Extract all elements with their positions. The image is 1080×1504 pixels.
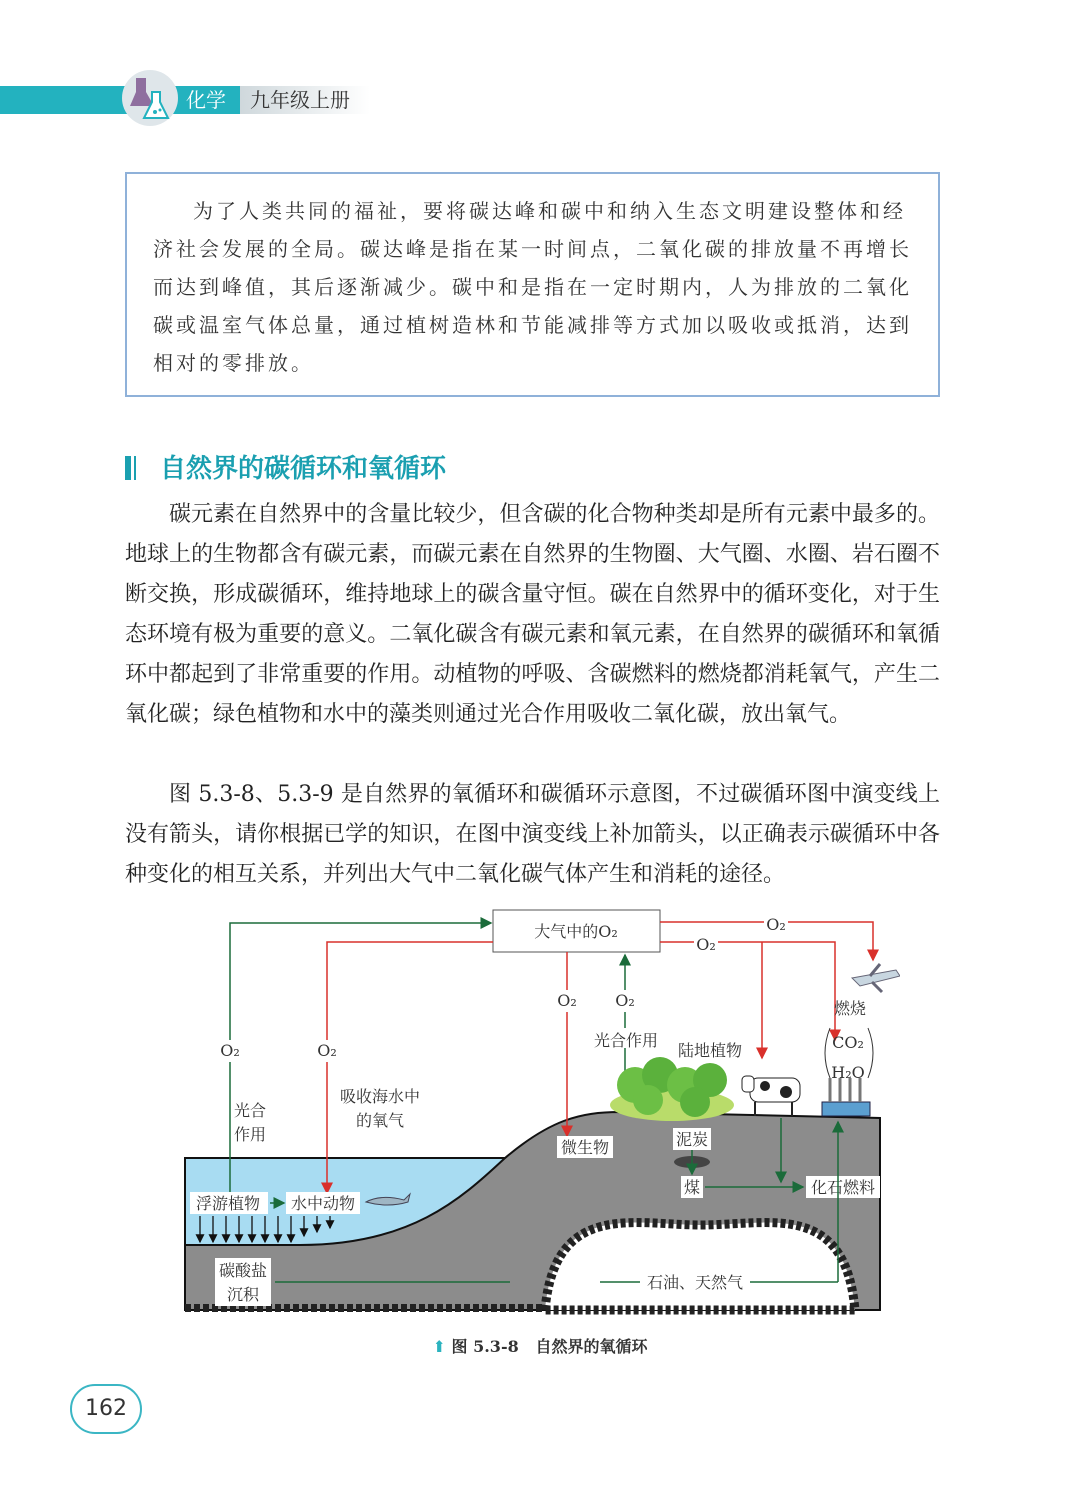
co2-label: CO₂ — [832, 1033, 864, 1052]
flask-icon — [122, 70, 178, 126]
photosynthesis-label: 作用 — [233, 1125, 267, 1144]
oxygen-cycle-diagram — [180, 900, 900, 1330]
coal-label: 煤 — [683, 1178, 701, 1197]
paragraph: 图 5.3-8、5.3-9 是自然界的氧循环和碳循环示意图，不过碳循环图中演变线上没有箭头，请你根据已学的知识，在图中演变线上补加箭头，以正确表示碳循环中各种变化的相互关系，并列出大气中二氧化碳气体产生和消耗的途径。 — [125, 782, 940, 887]
h2o-label: H₂O — [831, 1063, 865, 1082]
photosynthesis-label: 光合 — [233, 1101, 267, 1120]
o2-label: O₂ — [557, 991, 577, 1010]
section-marker-thin — [134, 456, 136, 480]
oil-gas-label: 石油、天然气 — [646, 1273, 744, 1292]
peat-label: 泥炭 — [675, 1130, 709, 1149]
fossil-fuel-label: 化石燃料 — [810, 1178, 876, 1197]
microbes-label: 微生物 — [560, 1138, 610, 1157]
factory-illustration — [822, 1078, 870, 1116]
caption-label: 图 5.3-8 — [451, 1337, 519, 1356]
trees-illustration — [610, 1057, 734, 1121]
land-plants-label: 陆地植物 — [677, 1041, 743, 1060]
callout-box: 为了人类共同的福祉，要将碳达峰和碳中和纳入生态文明建设整体和经济社会发展的全局。碳达峰是指在某一时间点，二氧化碳的排放量不再增长而达到峰值，其后逐渐减少。碳中和是指在一定时期内，人为排放的二氧化碳或温室气体总量，通过植树造林和节能减排等方式加以吸收或抵消，达到相对的零排放。 — [125, 172, 940, 397]
paragraph: 碳元素在自然界中的含量比较少，但含碳的化合物种类却是所有元素中最多的。地球上的生物都含有碳元素，而碳元素在自然界的生物圈、大气圈、水圈、岩石圈不断交换，形成碳循环，维持地球上的碳含量守恒。碳在自然界中的循环变化，对于生态环境有极为重要的意义。二氧化碳含有碳元素和氧元素，在自然界的碳循环和氧循环中都起到了非常重要的作用。动植物的呼吸、含碳燃料的燃烧都消耗氧气，产生二氧化碳；绿色植物和水中的藻类则通过光合作用吸收二氧化碳，放出氧气。 — [125, 502, 940, 727]
plankton-label: 浮游植物 — [195, 1194, 261, 1213]
figure-caption — [0, 1334, 1080, 1357]
subject-label: 化学 — [186, 88, 226, 112]
o2-label: O₂ — [766, 915, 786, 934]
land-photosynthesis-label: 光合作用 — [593, 1031, 659, 1050]
cow-illustration — [742, 1076, 800, 1116]
caption-title: 自然界的氧循环 — [535, 1337, 648, 1356]
o2-label: O₂ — [615, 991, 635, 1010]
absorb-label: 的氧气 — [355, 1111, 405, 1130]
atmosphere-label: 大气中的O₂ — [534, 922, 618, 941]
grade-label: 九年级上册 — [250, 88, 350, 112]
absorb-label: 吸收海水中 — [339, 1087, 421, 1106]
carbonate-label: 碳酸盐 — [218, 1261, 268, 1280]
o2-label: O₂ — [317, 1041, 337, 1060]
aquatic-animals-label: 水中动物 — [290, 1194, 356, 1213]
section-marker — [125, 456, 131, 480]
caption-arrow-icon: ⬆ — [432, 1337, 446, 1356]
page-number: 162 — [70, 1384, 142, 1434]
oil-gas-arch — [545, 1223, 855, 1310]
o2-label: O₂ — [696, 935, 716, 954]
burning-label: 燃烧 — [833, 999, 867, 1018]
o2-label: O₂ — [220, 1041, 240, 1060]
section-title: 自然界的碳循环和氧循环 — [160, 454, 447, 484]
airplane-icon — [852, 964, 900, 992]
sediment-label: 沉积 — [226, 1285, 260, 1304]
